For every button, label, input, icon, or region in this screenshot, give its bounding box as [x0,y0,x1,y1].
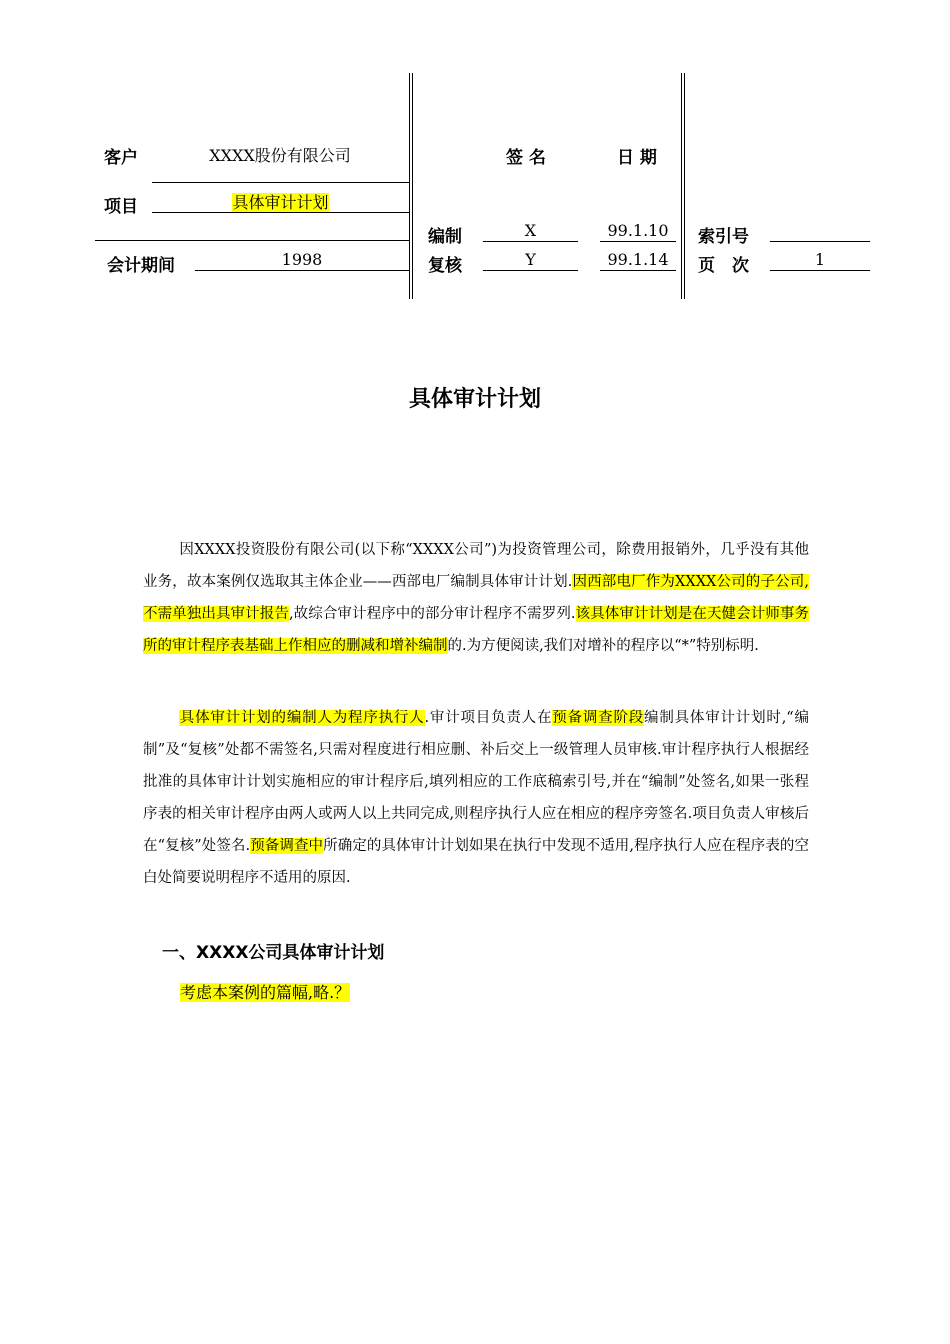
paragraph-2 [143,702,809,894]
period-label: 会计期间 [107,256,175,276]
reviewed-label: 复核 [428,256,462,276]
prepared-sign: X [483,221,578,242]
reviewed-sign: Y [483,250,578,271]
prepared-label: 编制 [428,227,462,247]
p1-text-1: 因XXXX投资股份有限公司(以下称“XXXX公司”)为投资管理公司，除费用报销外，几乎没有其他业务，故本案例仅选取其主体企业——西部电厂编制具体审计计划. [143,542,809,590]
page-label: 页 次 [698,256,749,276]
paragraph-1 [143,534,809,662]
header-divider-2 [412,73,413,299]
p2-text-1: .审计项目负责人在 [424,710,553,726]
header-divider-3 [681,73,682,299]
p2-highlight-1: 具体审计计划的编制人为程序执行人 [179,710,425,726]
period-value: 1998 [195,250,409,271]
prepared-date: 99.1.10 [600,221,676,242]
p2-highlight-2: 预备调查阶段 [552,710,645,726]
section-1-note: 考虑本案例的篇幅,略.？ [180,983,351,1002]
client-value: XXXX股份有限公司 [209,146,351,165]
section-1-title: 一、XXXX公司具体审计计划 [162,943,385,963]
project-value-field [152,190,409,213]
p1-highlight-2: 该具体审计计划是在天健会计师事务所的审计程序表基础上作相应的删减和增补编制 [143,606,810,654]
sign-label: 签 名 [506,148,546,168]
header-rule-project [152,182,409,183]
index-label: 索引号 [698,227,749,247]
client-label: 客户 [104,148,138,168]
header-rule-left [95,240,409,241]
p1-highlight-1: 因西部电厂作为XXXX公司的子公司,不需单独出具审计报告 [143,574,810,622]
p2-highlight-3: 预备调查中 [250,838,324,854]
index-value [770,221,870,242]
section-1-note-wrap [180,980,350,1003]
project-value: 具体审计计划 [232,193,329,212]
p2-text-2: 编制具体审计计划时,“编制”及“复核”处都不需签名,只需对程度进行相应删、补后交上一级管理人员审核.审计程序执行人根据经批准的具体审计计划实施相应的审计程序后,填列相应的工作底稿索引号,并在“编制”处签名,如果一张程序表的相关审计程序由两人或两人以上共同完成,则程序执行人应在相应的程序旁签名.项目负责人审核后在“复核”处签名. [143,710,810,854]
p1-text-3: 的.为方便阅读,我们对增补的程序以“*”特别标明. [447,638,759,654]
project-label: 项目 [104,197,138,217]
document-title: 具体审计计划 [408,387,541,412]
page-value: 1 [770,250,870,271]
header-divider-4 [684,73,685,299]
reviewed-date: 99.1.14 [600,250,676,271]
date-label: 日 期 [617,148,657,168]
p2-text-3: 所确定的具体审计计划如果在执行中发现不适用,程序执行人应在程序表的空白处简要说明程序不适用的原因. [143,838,810,886]
p1-text-2: ,故综合审计程序中的部分审计程序不需罗列. [288,606,576,622]
header-divider-1 [409,73,410,299]
